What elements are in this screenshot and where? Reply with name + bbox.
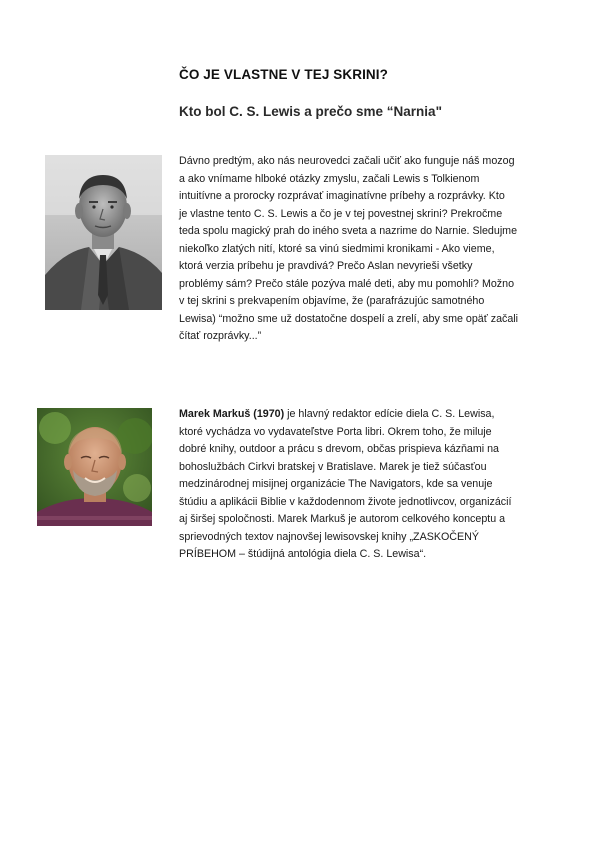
text-line: je vlastne tento C. S. Lewis a čo je v tej povestnej skrini? Prekročme: [179, 207, 503, 220]
text-line: bohoslužbách Cirkvi bratskej v Bratislave. Marek je tiež súčasťou: [179, 460, 487, 473]
text-line: sprievodných textov najnovšej lewisovskej knihy „ZASKOČENÝ: [179, 530, 479, 543]
text-line: PRÍBEHOM – štúdijná antológia diela C. S. Lewisa“.: [179, 548, 427, 560]
text-line: ktoré vychádza vo vydavateľstve Porta libri. Okrem toho, že miluje: [179, 425, 492, 438]
markus-bio-paragraph: [179, 406, 539, 564]
text-line: aj širšej spoločnosti. Marek Markuš je autorom celkového konceptu a: [179, 513, 506, 525]
text-line: Dávno predtým, ako nás neurovedci začali učiť ako funguje náš mozog: [179, 155, 515, 167]
text-line: čítať rozprávky...”: [179, 330, 262, 342]
page-heading: ČO JE VLASTNE V TEJ SKRINI?: [179, 67, 388, 82]
markus-portrait-photo: [37, 408, 152, 526]
text-line: [179, 406, 539, 424]
text-line: ktorá verzia príbehu je pravdivá? Prečo Aslan nevyrieši všetky: [179, 260, 473, 272]
author-name: Marek Markuš (1970): [179, 408, 285, 420]
lewis-portrait-photo: [45, 155, 162, 310]
text-line: niekoľko zlatých nití, ktoré sa vinú siedmimi kronikami - Ako vieme,: [179, 242, 495, 255]
text-line: intuitívne a prorocky rozprávať imaginatívne príbehy a rozprávky. Kto: [179, 190, 505, 202]
text-line: medzinárodnej misijnej organizácie The Navigators, kde sa venuje: [179, 478, 493, 490]
text-line: v tej skrini s prekvapením objavíme, že (parafrázujúc samotného: [179, 295, 485, 307]
section-subheading: Kto bol C. S. Lewis a prečo sme “Narnia": [179, 104, 442, 119]
text-line: problémy sám? Prečo stále pozýva malé deti, aby mu pomohli? Možno: [179, 277, 515, 290]
lewis-description-paragraph: [179, 153, 539, 346]
text-line: a ako vnímame hlboké otázky zmyslu, začali Lewis s Tolkienom: [179, 172, 480, 185]
text-line: dobré knihy, outdoor a prácu s drevom, občas prispieva kázňami na: [179, 443, 500, 455]
text-line: teda spolu magický prah do iného sveta a nazrime do Narnie. Sledujme: [179, 225, 518, 237]
text-segment: je hlavný redaktor edície diela C. S. Lewisa,: [284, 408, 495, 420]
text-line: Lewisa) “možno sme už dostatočne dospelí a zrelí, aby sme opäť začali: [179, 312, 519, 325]
text-line: štúdiu a aplikácii Biblie v každodennom živote jednotlivcov, organizácií: [179, 495, 512, 508]
